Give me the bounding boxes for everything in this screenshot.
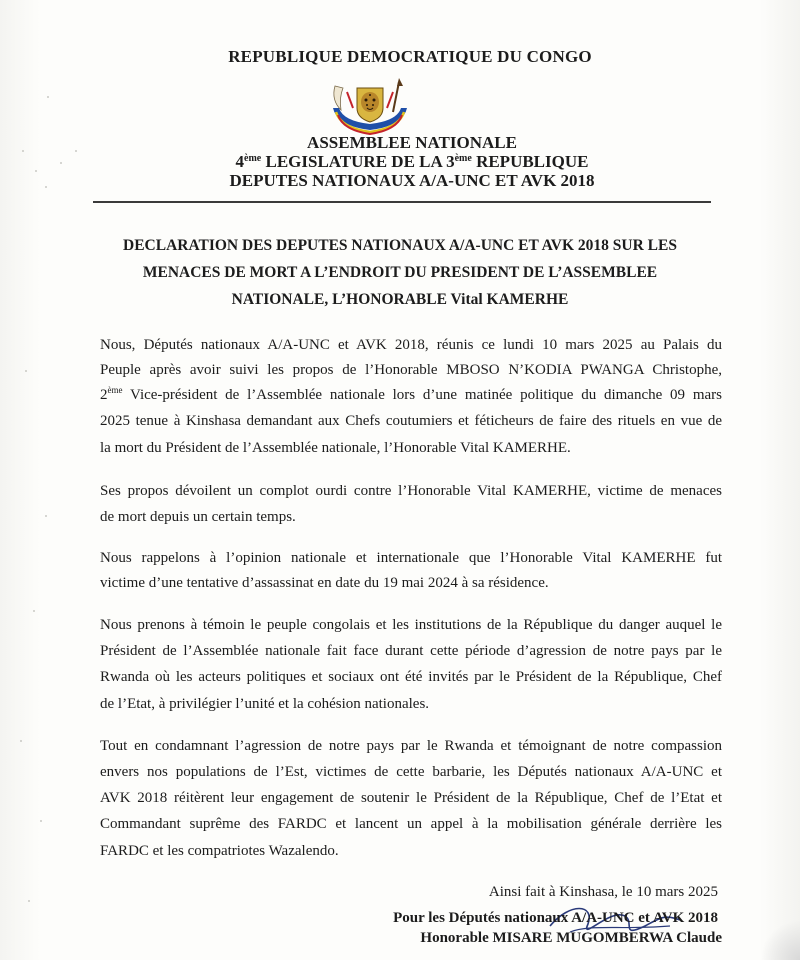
legislature-end: REPUBLIQUE: [471, 152, 589, 171]
declaration-title-line-3: NATIONALE, L’HONORABLE Vital KAMERHE: [231, 291, 569, 308]
assembly-name: ASSEMBLEE NATIONALE: [307, 133, 517, 152]
ordinal-number: 2: [100, 387, 108, 403]
paragraph-1-line: la mort du Président de l’Assemblée nationale, l’Honorable Vital KAMERHE.: [100, 440, 571, 456]
paragraph-1-line-rest: Vice-président de l’Assemblée nationale lors d’une matinée politique du dimanche 09 mars: [122, 387, 722, 403]
paragraph-3-line: Nous rappelons à l’opinion nationale et internationale que l’Honorable Vital KAMERHE fut: [100, 550, 722, 566]
scan-speck: [47, 96, 49, 98]
page-corner-shadow: [760, 920, 800, 960]
place-and-date: Ainsi fait à Kinshasa, le 10 mars 2025: [488, 884, 718, 900]
paragraph-5-line: AVK 2018 réitèrent leur engagement de soutenir le Président de la République, Chef de l’Etat et: [100, 790, 722, 806]
scan-speck: [25, 370, 27, 372]
legislature-middle: LEGISLATURE DE LA 3: [261, 152, 455, 171]
on-behalf-line: Pour les Députés nationaux A/A-UNC et AVK 2018: [393, 910, 718, 926]
paragraph-4-line: de l’Etat, à privilégier l’unité et la cohésion nationales.: [100, 696, 430, 712]
paragraph-2-line: Ses propos dévoilent un complot ourdi contre l’Honorable Vital KAMERHE, victime de menaces: [100, 483, 722, 499]
paragraph-5-line: Tout en condamnant l’agression de notre pays par le Rwanda et témoignant de notre compassion: [100, 738, 722, 754]
scan-speck: [20, 740, 22, 742]
declaration-title-line-2: MENACES DE MORT A L’ENDROIT DU PRESIDENT DE L’ASSEMBLEE: [142, 264, 658, 281]
country-name: REPUBLIQUE DEMOCRATIQUE DU CONGO: [228, 47, 592, 66]
scan-speck: [28, 900, 30, 902]
paragraph-1-line: Nous, Députés nationaux A/A-UNC et AVK 2018, réunis ce lundi 10 mars 2025 au Palais du: [100, 337, 722, 353]
republic-superscript: ème: [454, 153, 472, 164]
scan-speck: [33, 610, 35, 612]
legislature-line: [12, 152, 800, 172]
paragraph-5-line: envers nos populations de l’Est, victimes de cette barbarie, les Députés nationaux A/A-UNC et: [100, 764, 722, 780]
paragraph-2-line: de mort depuis un certain temps.: [100, 509, 296, 525]
header-divider: [93, 201, 711, 203]
scan-speck: [45, 515, 47, 517]
drc-coat-of-arms-icon: [327, 78, 413, 136]
deputies-group: DEPUTES NATIONAUX A/A-UNC ET AVK 2018: [229, 171, 595, 190]
legislature-superscript: ème: [244, 153, 262, 164]
paragraph-1-line: Peuple après avoir suivi les propos de l’Honorable MBOSO N’KODIA PWANGA Christophe,: [100, 362, 722, 378]
legislature-number: 4: [235, 152, 245, 171]
signatory-name: Honorable MISARE MUGOMBERWA Claude: [420, 930, 722, 946]
paragraph-4-line: Nous prenons à témoin le peuple congolais et les institutions de la République du danger auquel le: [100, 617, 722, 633]
paragraph-5-line: Commandant suprême des FARDC et lancent un appel à la mobilisation générale derrière les: [100, 816, 722, 832]
paragraph-5-line: FARDC et les compatriotes Wazalendo.: [100, 843, 339, 859]
scan-speck: [40, 820, 42, 822]
ordinal-superscript: ème: [107, 385, 123, 395]
paragraph-1-line: [100, 387, 722, 404]
handwritten-signature: [420, 896, 740, 960]
paragraph-3-line: victime d’une tentative d’assassinat en date du 19 mai 2024 à sa résidence.: [100, 575, 549, 591]
paragraph-1-line: 2025 tenue à Kinshasa demandant aux Chefs coutumiers et féticheurs de faire des rituels en vue de: [100, 413, 722, 429]
paragraph-4-line: Président de l’Assemblée nationale fait face durant cette période d’agression de notre pays par le: [100, 643, 722, 659]
declaration-title-line-1: DECLARATION DES DEPUTES NATIONAUX A/A-UNC ET AVK 2018 SUR LES: [123, 237, 677, 254]
paragraph-4-line: Rwanda où les acteurs politiques et sociaux ont été invités par le Président de la République, Chef: [100, 669, 722, 685]
